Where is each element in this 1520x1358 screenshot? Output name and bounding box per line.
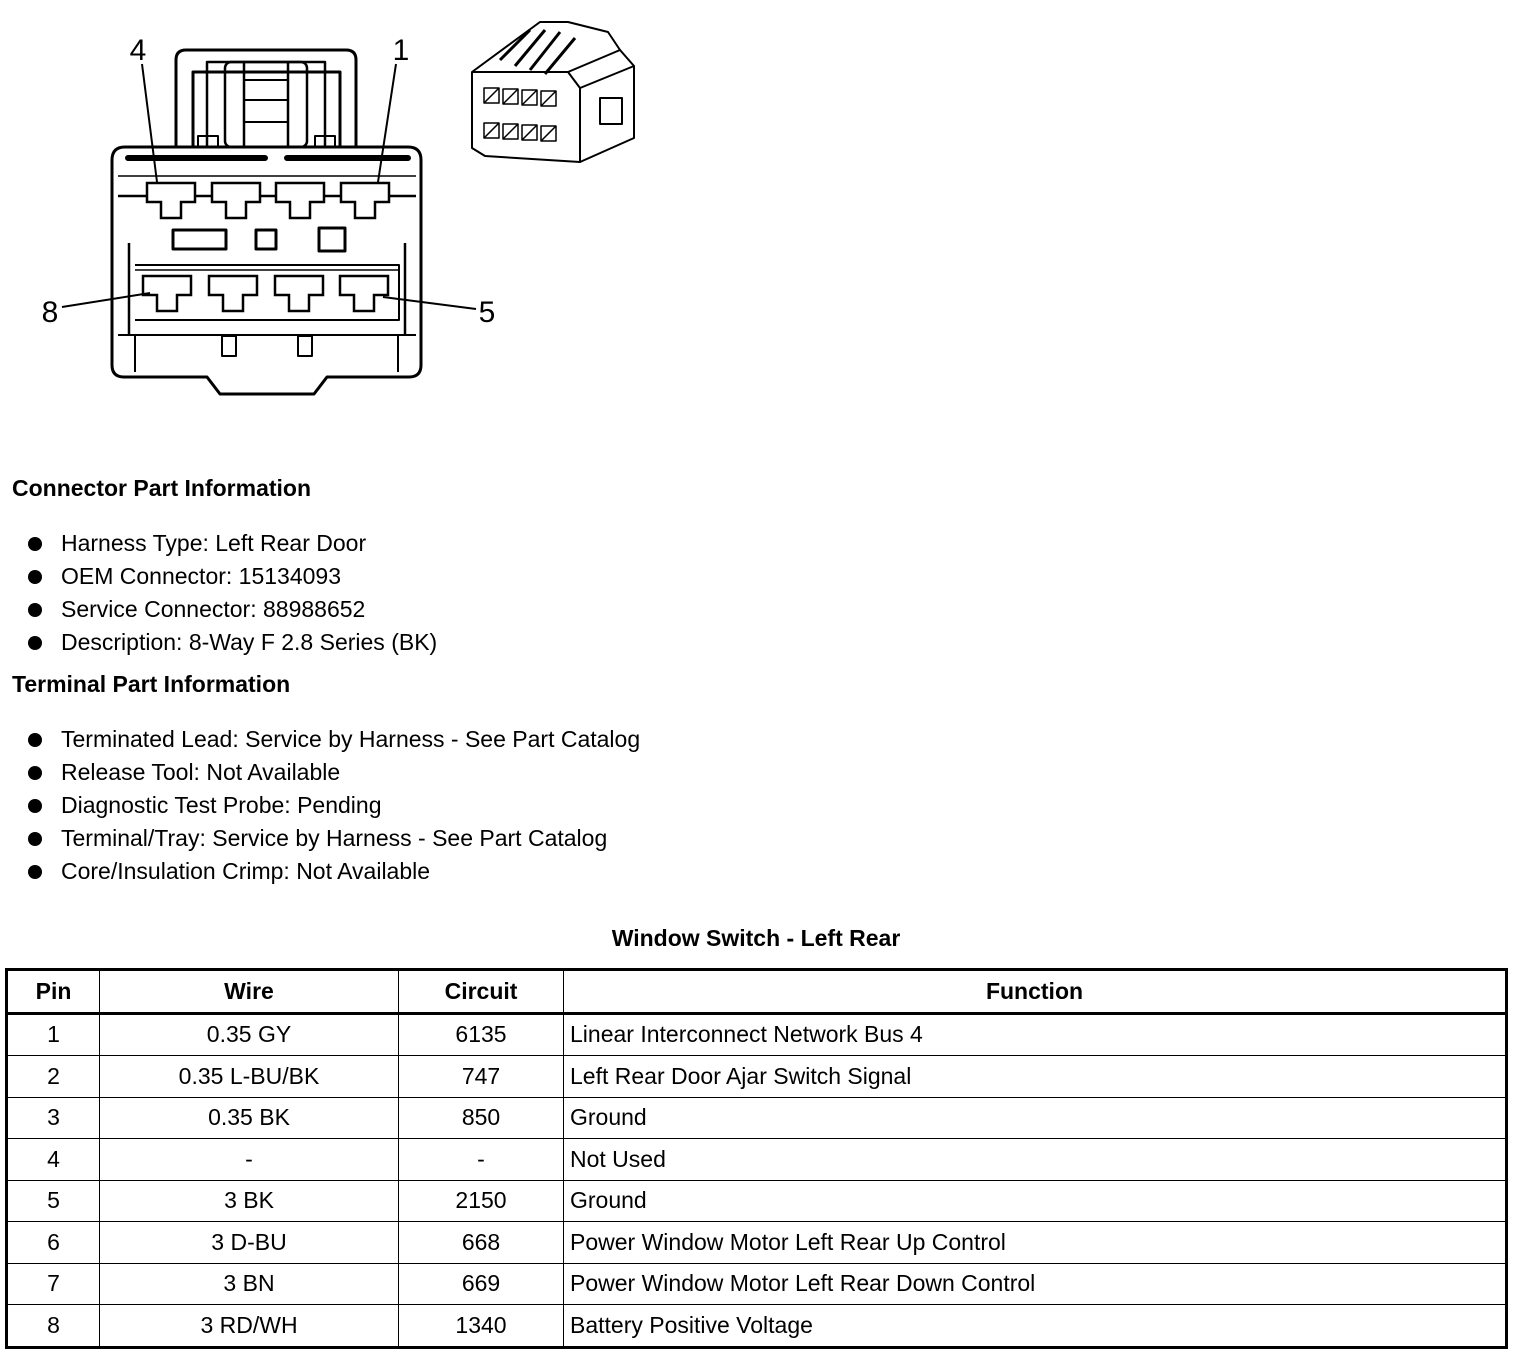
cell-wire: 3 BN (100, 1263, 399, 1305)
pin-label-5: 5 (478, 296, 496, 329)
cell-pin: 5 (7, 1180, 100, 1222)
cell-circuit: 669 (399, 1263, 564, 1305)
table-row (7, 1097, 1507, 1139)
bullet-icon (28, 865, 42, 879)
cell-function: Battery Positive Voltage (564, 1305, 1507, 1348)
header-circuit: Circuit (399, 970, 564, 1014)
header-function: Function (564, 970, 1507, 1014)
pin-label-1: 1 (392, 34, 410, 67)
terminal-info-title: Terminal Part Information (12, 671, 291, 697)
list-item: Terminated Lead: Service by Harness - See Part Catalog (28, 723, 640, 756)
connector-info-list (28, 527, 437, 659)
list-item: Terminal/Tray: Service by Harness - See Part Catalog (28, 822, 640, 855)
bullet-icon (28, 636, 42, 650)
cell-function: Left Rear Door Ajar Switch Signal (564, 1056, 1507, 1098)
cell-circuit: - (399, 1139, 564, 1181)
cell-function: Power Window Motor Left Rear Down Control (564, 1263, 1507, 1305)
pinout-table (5, 968, 1508, 1349)
table-row (7, 1180, 1507, 1222)
terminal-info-list (28, 723, 640, 888)
cell-pin: 7 (7, 1263, 100, 1305)
pin-label-4: 4 (129, 34, 147, 67)
cell-circuit: 850 (399, 1097, 564, 1139)
connector-diagram (0, 0, 700, 420)
cell-wire: 3 D-BU (100, 1222, 399, 1264)
cell-pin: 4 (7, 1139, 100, 1181)
connector-isometric-icon (472, 22, 634, 162)
cell-pin: 2 (7, 1056, 100, 1098)
cell-wire: 3 RD/WH (100, 1305, 399, 1348)
bullet-icon (28, 537, 42, 551)
bullet-icon (28, 733, 42, 747)
cell-function: Ground (564, 1097, 1507, 1139)
cell-pin: 8 (7, 1305, 100, 1348)
header-wire: Wire (100, 970, 399, 1014)
bullet-icon (28, 570, 42, 584)
list-item: Release Tool: Not Available (28, 756, 640, 789)
list-item: Core/Insulation Crimp: Not Available (28, 855, 640, 888)
cell-wire: 0.35 L-BU/BK (100, 1056, 399, 1098)
cell-pin: 1 (7, 1013, 100, 1056)
table-row (7, 1139, 1507, 1181)
list-item: Harness Type: Left Rear Door (28, 527, 437, 560)
header-pin: Pin (7, 970, 100, 1014)
cell-pin: 3 (7, 1097, 100, 1139)
table-row (7, 1056, 1507, 1098)
bullet-icon (28, 766, 42, 780)
cell-function: Power Window Motor Left Rear Up Control (564, 1222, 1507, 1264)
cell-pin: 6 (7, 1222, 100, 1264)
list-item: Diagnostic Test Probe: Pending (28, 789, 640, 822)
cell-circuit: 2150 (399, 1180, 564, 1222)
table-row (7, 1305, 1507, 1348)
pin-label-8: 8 (41, 296, 59, 329)
cell-function: Linear Interconnect Network Bus 4 (564, 1013, 1507, 1056)
list-item: OEM Connector: 15134093 (28, 560, 437, 593)
cell-wire: 0.35 GY (100, 1013, 399, 1056)
list-item: Service Connector: 88988652 (28, 593, 437, 626)
table-title: Window Switch - Left Rear (611, 925, 901, 951)
cell-circuit: 1340 (399, 1305, 564, 1348)
bullet-icon (28, 832, 42, 846)
cell-wire: - (100, 1139, 399, 1181)
list-item: Description: 8-Way F 2.8 Series (BK) (28, 626, 437, 659)
bullet-icon (28, 603, 42, 617)
bullet-icon (28, 799, 42, 813)
table-header-row (7, 970, 1507, 1014)
cell-wire: 0.35 BK (100, 1097, 399, 1139)
connector-info-title: Connector Part Information (12, 475, 312, 501)
cell-circuit: 6135 (399, 1013, 564, 1056)
cell-wire: 3 BK (100, 1180, 399, 1222)
cell-circuit: 668 (399, 1222, 564, 1264)
cell-function: Not Used (564, 1139, 1507, 1181)
cell-function: Ground (564, 1180, 1507, 1222)
table-row (7, 1013, 1507, 1056)
cell-circuit: 747 (399, 1056, 564, 1098)
table-row (7, 1263, 1507, 1305)
table-row (7, 1222, 1507, 1264)
